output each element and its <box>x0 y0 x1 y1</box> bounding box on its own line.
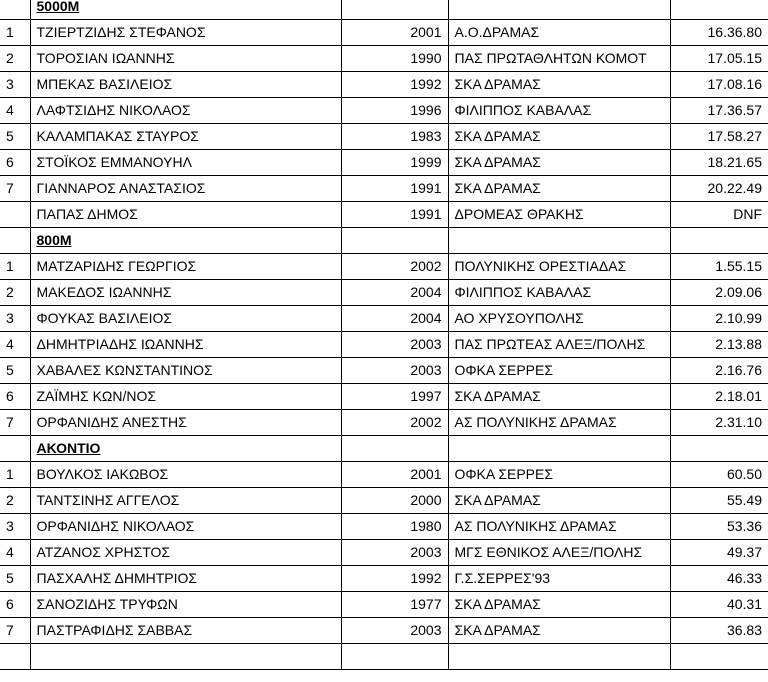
result-cell[interactable]: 18.21.65 <box>670 149 768 175</box>
rank-cell[interactable]: 7 <box>0 409 30 435</box>
birth-year-cell[interactable]: 2003 <box>341 617 448 643</box>
result-cell[interactable]: DNF <box>670 201 768 227</box>
result-cell[interactable]: 2.13.88 <box>670 331 768 357</box>
year-cell[interactable] <box>341 0 448 19</box>
athlete-name-cell[interactable]: ΠΑΣΧΑΛΗΣ ΔΗΜΗΤΡΙΟΣ <box>30 565 341 591</box>
empty-cell[interactable] <box>30 643 341 669</box>
result-cell[interactable]: 17.05.15 <box>670 45 768 71</box>
empty-cell[interactable] <box>0 643 30 669</box>
rank-cell[interactable]: 1 <box>0 19 30 45</box>
rank-cell[interactable]: 5 <box>0 123 30 149</box>
rank-cell[interactable]: 6 <box>0 591 30 617</box>
result-cell[interactable] <box>670 435 768 461</box>
result-cell[interactable]: 46.33 <box>670 565 768 591</box>
table-row <box>0 591 768 617</box>
year-cell[interactable] <box>341 227 448 253</box>
birth-year-cell[interactable]: 2003 <box>341 357 448 383</box>
athlete-name-cell[interactable]: ΜΠΕΚΑΣ ΒΑΣΙΛΕΙΟΣ <box>30 71 341 97</box>
section-title-cell[interactable] <box>30 227 341 253</box>
result-cell[interactable]: 2.18.01 <box>670 383 768 409</box>
club-cell[interactable]: ΜΓΣ ΕΘΝΙΚΟΣ ΑΛΕΞ/ΠΟΛΗΣ <box>448 539 670 565</box>
rank-cell[interactable]: 7 <box>0 175 30 201</box>
rank-cell[interactable]: 3 <box>0 513 30 539</box>
birth-year-cell[interactable]: 1980 <box>341 513 448 539</box>
result-cell[interactable]: 17.36.57 <box>670 97 768 123</box>
birth-year-cell[interactable]: 2003 <box>341 539 448 565</box>
club-cell[interactable]: ΣΚΑ ΔΡΑΜΑΣ <box>448 383 670 409</box>
club-cell[interactable]: Γ.Σ.ΣΕΡΡΕΣ'93 <box>448 565 670 591</box>
club-cell[interactable]: ΠΑΣ ΠΡΩΤΕΑΣ ΑΛΕΞ/ΠΟΛΗΣ <box>448 331 670 357</box>
table-row <box>0 97 768 123</box>
athlete-name-cell[interactable]: ΒΟΥΛΚΟΣ ΙΑΚΩΒΟΣ <box>30 461 341 487</box>
athlete-name-cell[interactable]: ΟΡΦΑΝΙΔΗΣ ΑΝΕΣΤΗΣ <box>30 409 341 435</box>
result-cell[interactable]: 20.22.49 <box>670 175 768 201</box>
result-cell[interactable]: 55.49 <box>670 487 768 513</box>
section-title: ΑΚΟΝΤΙΟ <box>36 440 101 456</box>
empty-row <box>0 643 768 669</box>
club-cell[interactable]: ΣΚΑ ΔΡΑΜΑΣ <box>448 487 670 513</box>
birth-year-cell[interactable]: 1991 <box>341 201 448 227</box>
table-row <box>0 71 768 97</box>
empty-cell[interactable] <box>670 643 768 669</box>
birth-year-cell[interactable]: 1996 <box>341 97 448 123</box>
athlete-name-cell[interactable]: ΛΑΦΤΣΙΔΗΣ ΝΙΚΟΛΑΟΣ <box>30 97 341 123</box>
club-cell[interactable]: ΣΚΑ ΔΡΑΜΑΣ <box>448 149 670 175</box>
birth-year-cell[interactable]: 1992 <box>341 565 448 591</box>
section-title: 5000M <box>36 0 80 14</box>
rank-cell[interactable]: 4 <box>0 97 30 123</box>
birth-year-cell[interactable]: 1999 <box>341 149 448 175</box>
club-cell[interactable]: ΣΚΑ ΔΡΑΜΑΣ <box>448 617 670 643</box>
rank-cell[interactable]: 1 <box>0 253 30 279</box>
rank-cell[interactable]: 4 <box>0 539 30 565</box>
table-row <box>0 409 768 435</box>
result-cell[interactable]: 36.83 <box>670 617 768 643</box>
athlete-name-cell[interactable]: ΠΑΠΑΣ ΔΗΜΟΣ <box>30 201 341 227</box>
club-cell[interactable]: ΣΚΑ ΔΡΑΜΑΣ <box>448 591 670 617</box>
athlete-name-cell[interactable]: ΤΟΡΟΣΙΑΝ ΙΩΑΝΝΗΣ <box>30 45 341 71</box>
club-cell[interactable]: ΦΙΛΙΠΠΟΣ ΚΑΒΑΛΑΣ <box>448 97 670 123</box>
birth-year-cell[interactable]: 1991 <box>341 175 448 201</box>
result-cell[interactable]: 49.37 <box>670 539 768 565</box>
club-cell[interactable]: ΦΙΛΙΠΠΟΣ ΚΑΒΑΛΑΣ <box>448 279 670 305</box>
athlete-name-cell[interactable]: ΣΤΟΪΚΟΣ ΕΜΜΑΝΟΥΗΛ <box>30 149 341 175</box>
rank-cell[interactable]: 5 <box>0 565 30 591</box>
result-cell[interactable] <box>670 227 768 253</box>
result-cell[interactable]: 2.09.06 <box>670 279 768 305</box>
section-title: 800M <box>36 232 72 248</box>
club-cell[interactable]: Α.Ο.ΔΡΑΜΑΣ <box>448 19 670 45</box>
athlete-name-cell[interactable]: ΟΡΦΑΝΙΔΗΣ ΝΙΚΟΛΑΟΣ <box>30 513 341 539</box>
table-row <box>0 565 768 591</box>
athlete-name-cell[interactable]: ΠΑΣΤΡΑΦΙΔΗΣ ΣΑΒΒΑΣ <box>30 617 341 643</box>
table-row <box>0 123 768 149</box>
birth-year-cell[interactable]: 2000 <box>341 487 448 513</box>
birth-year-cell[interactable]: 2004 <box>341 279 448 305</box>
club-cell[interactable]: ΟΦΚΑ ΣΕΡΡΕΣ <box>448 461 670 487</box>
result-cell[interactable]: 2.16.76 <box>670 357 768 383</box>
athlete-name-cell[interactable]: ΣΑΝΟΖΙΔΗΣ ΤΡΥΦΩΝ <box>30 591 341 617</box>
athlete-name-cell[interactable]: ΤΑΝΤΣΙΝΗΣ ΑΓΓΕΛΟΣ <box>30 487 341 513</box>
birth-year-cell[interactable]: 1983 <box>341 123 448 149</box>
birth-year-cell[interactable]: 2001 <box>341 461 448 487</box>
table-row <box>0 149 768 175</box>
club-cell[interactable]: ΠΟΛΥΝΙΚΗΣ ΟΡΕΣΤΙΑΔΑΣ <box>448 253 670 279</box>
club-cell[interactable]: ΑΣ ΠΟΛΥΝΙΚΗΣ ΔΡΑΜΑΣ <box>448 409 670 435</box>
empty-cell[interactable] <box>341 643 448 669</box>
birth-year-cell[interactable]: 2002 <box>341 409 448 435</box>
table-row <box>0 513 768 539</box>
athlete-name-cell[interactable]: ΤΖΙΕΡΤΖΙΔΗΣ ΣΤΕΦΑΝΟΣ <box>30 19 341 45</box>
table-row <box>0 487 768 513</box>
club-cell[interactable]: ΣΚΑ ΔΡΑΜΑΣ <box>448 71 670 97</box>
table-row <box>0 539 768 565</box>
rank-cell[interactable] <box>0 0 30 19</box>
birth-year-cell[interactable]: 2003 <box>341 331 448 357</box>
section-title-cell[interactable] <box>30 435 341 461</box>
athlete-name-cell[interactable]: ΦΟΥΚΑΣ ΒΑΣΙΛΕΙΟΣ <box>30 305 341 331</box>
rank-cell[interactable]: 2 <box>0 45 30 71</box>
birth-year-cell[interactable]: 2004 <box>341 305 448 331</box>
club-cell[interactable]: ΔΡΟΜΕΑΣ ΘΡΑΚΗΣ <box>448 201 670 227</box>
result-cell[interactable]: 60.50 <box>670 461 768 487</box>
birth-year-cell[interactable]: 1990 <box>341 45 448 71</box>
table-row <box>0 45 768 71</box>
table-row <box>0 201 768 227</box>
rank-cell[interactable] <box>0 201 30 227</box>
club-cell[interactable]: ΣΚΑ ΔΡΑΜΑΣ <box>448 175 670 201</box>
table-row <box>0 357 768 383</box>
birth-year-cell[interactable]: 1977 <box>341 591 448 617</box>
result-cell[interactable]: 17.08.16 <box>670 71 768 97</box>
club-cell[interactable] <box>448 227 670 253</box>
club-cell[interactable]: ΠΑΣ ΠΡΩΤΑΘΛΗΤΩΝ ΚΟΜΟΤ <box>448 45 670 71</box>
athlete-name-cell[interactable]: ΔΗΜΗΤΡΙΑΔΗΣ ΙΩΑΝΝΗΣ <box>30 331 341 357</box>
club-cell[interactable]: ΟΦΚΑ ΣΕΡΡΕΣ <box>448 357 670 383</box>
club-cell[interactable]: ΣΚΑ ΔΡΑΜΑΣ <box>448 123 670 149</box>
rank-cell[interactable]: 3 <box>0 305 30 331</box>
table-row <box>0 383 768 409</box>
table-row <box>0 175 768 201</box>
result-cell[interactable]: 17.58.27 <box>670 123 768 149</box>
empty-cell[interactable] <box>448 643 670 669</box>
result-cell[interactable]: 53.36 <box>670 513 768 539</box>
athlete-name-cell[interactable]: ΜΑΚΕΔΟΣ ΙΩΑΝΝΗΣ <box>30 279 341 305</box>
section-header-row <box>0 227 768 253</box>
rank-cell[interactable]: 2 <box>0 487 30 513</box>
result-cell[interactable] <box>670 0 768 19</box>
table-row <box>0 253 768 279</box>
rank-cell[interactable] <box>0 435 30 461</box>
athlete-name-cell[interactable]: ΓΙΑΝΝΑΡΟΣ ΑΝΑΣΤΑΣΙΟΣ <box>30 175 341 201</box>
birth-year-cell[interactable]: 2001 <box>341 19 448 45</box>
result-cell[interactable]: 1.55.15 <box>670 253 768 279</box>
table-row <box>0 279 768 305</box>
athlete-name-cell[interactable]: ΚΑΛΑΜΠΑΚΑΣ ΣΤΑΥΡΟΣ <box>30 123 341 149</box>
table-row <box>0 461 768 487</box>
rank-cell[interactable]: 3 <box>0 71 30 97</box>
table-row <box>0 331 768 357</box>
table-row <box>0 305 768 331</box>
club-cell[interactable]: ΑΟ ΧΡΥΣΟΥΠΟΛΗΣ <box>448 305 670 331</box>
birth-year-cell[interactable]: 2002 <box>341 253 448 279</box>
athlete-name-cell[interactable]: ΖΑΪΜΗΣ ΚΩΝ/ΝΟΣ <box>30 383 341 409</box>
section-title-cell[interactable] <box>30 0 341 19</box>
result-cell[interactable]: 2.10.99 <box>670 305 768 331</box>
result-cell[interactable]: 2.31.10 <box>670 409 768 435</box>
birth-year-cell[interactable]: 1992 <box>341 71 448 97</box>
rank-cell[interactable]: 1 <box>0 461 30 487</box>
rank-cell[interactable]: 5 <box>0 357 30 383</box>
club-cell[interactable]: ΑΣ ΠΟΛΥΝΙΚΗΣ ΔΡΑΜΑΣ <box>448 513 670 539</box>
rank-cell[interactable]: 6 <box>0 383 30 409</box>
year-cell[interactable] <box>341 435 448 461</box>
table-row <box>0 19 768 45</box>
rank-cell[interactable]: 6 <box>0 149 30 175</box>
athlete-name-cell[interactable]: ΑΤΖΑΝΟΣ ΧΡΗΣΤΟΣ <box>30 539 341 565</box>
club-cell[interactable] <box>448 435 670 461</box>
rank-cell[interactable] <box>0 227 30 253</box>
rank-cell[interactable]: 7 <box>0 617 30 643</box>
section-header-row <box>0 0 768 19</box>
athlete-name-cell[interactable]: ΜΑΤΖΑΡΙΔΗΣ ΓΕΩΡΓΙΟΣ <box>30 253 341 279</box>
rank-cell[interactable]: 2 <box>0 279 30 305</box>
athlete-name-cell[interactable]: ΧΑΒΑΛΕΣ ΚΩΝΣΤΑΝΤΙΝΟΣ <box>30 357 341 383</box>
section-header-row <box>0 435 768 461</box>
table-row <box>0 617 768 643</box>
birth-year-cell[interactable]: 1997 <box>341 383 448 409</box>
result-cell[interactable]: 16.36.80 <box>670 19 768 45</box>
club-cell[interactable] <box>448 0 670 19</box>
rank-cell[interactable]: 4 <box>0 331 30 357</box>
result-cell[interactable]: 40.31 <box>670 591 768 617</box>
